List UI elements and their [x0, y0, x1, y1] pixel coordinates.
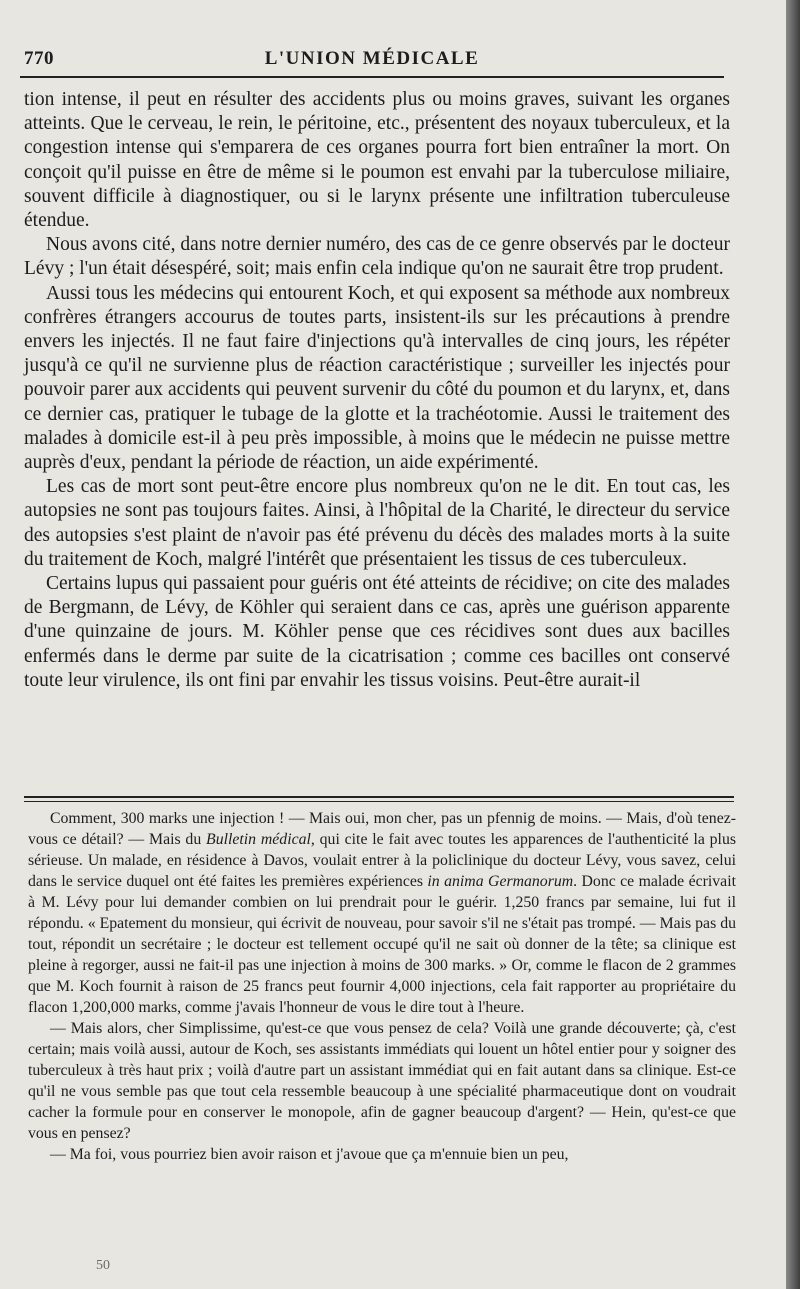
article-paragraph: Les cas de mort sont peut-être encore plus nombreux qu'on ne le dit. En tout cas, les autopsies ne sont pas toujours faites. Ainsi, à l'hôpital de la Charité, le directeur du service des autopsies s'est plaint de n'avoir pas été prévenu du décès des malades morts à la suite du traitement de Koch, malgré l'intérêt que présentaient les tissus de ces tuberculeux.	[24, 476, 730, 570]
footer-mark: 50	[96, 1258, 110, 1273]
feuilleton-separator	[24, 796, 734, 802]
feuilleton-paragraph: — Ma foi, vous pourriez bien avoir raison et j'avoue que ça m'ennuie bien un peu,	[50, 1146, 569, 1163]
article-paragraph: Aussi tous les médecins qui entourent Koch, et qui exposent sa méthode aux nombreux confrères étrangers accourus de toutes parts, insistent-ils sur les précautions à prendre envers les injectés. Il ne faut faire d'injections qu'à intervalles de cinq jours, les répéter jusqu'à ce qu'il ne survienne plus de réaction caractéristique ; surveiller les injectés pour pouvoir parer aux accidents qui peuvent survenir du côté du poumon et du larynx, et, dans ce dernier cas, pratiquer le tubage de la glotte et la trachéotomie. Aussi le traitement des malades à domicile est-il à peu près impossible, à moins que le médecin ne puisse mettre auprès d'eux, pendant la période de réaction, un aide expérimenté.	[24, 282, 730, 474]
main-article-text	[24, 88, 730, 693]
article-paragraph: Certains lupus qui passaient pour guéris ont été atteints de récidive; on cite des malades de Bergmann, de Lévy, de Köhler qui seraient dans ce cas, après une guérison apparente d'une quinzaine de jours. M. Köhler pense que ces récidives sont dues aux bacilles enfermés dans le derme par suite de la cicatrisation ; comme ces bacilles ont conservé toute leur virulence, ils ont fini par envahir les tissus voisins. Peut-être aurait-il	[24, 573, 730, 691]
page-number: 770	[24, 48, 54, 69]
feuilleton-paragraph	[28, 808, 736, 1018]
feuilleton-text-run: , qui cite le fait avec toutes les apparences de l'authenticité la plus sérieuse. Un malade, en résidence à Davos, voulait entrer à la policlinique du docteur Lévy, vous savez, celui dans le service duquel ont été faites les premières expériences	[28, 831, 736, 890]
header-rule	[20, 76, 724, 78]
feuilleton-text-run: . Donc ce malade écrivait à M. Lévy pour lui demander combien on lui prendrait pour le guérir. 1,250 francs par semaine, lui fut il répondu. « Epatement du monsieur, qui écrivit de nouveau, pour savoir s'il ne s'était pas trompé. — Mais pas du tout, répondit un secrétaire ; le docteur est tellement occupé qu'il ne sait où donner de la tête; sa clinique est pleine à regorger, aussi ne fait-il pas une injection à moins de 300 marks. » Or, comme le flacon de 2 grammes que M. Koch fournit à raison de 25 francs peut fournir 4,000 injections, cela fait rapporter au propriétaire du flacon 1,200,000 marks, comme j'avais l'honneur de vous le dire tout à l'heure.	[28, 873, 736, 1016]
latin-phrase: in anima Germanorum	[427, 873, 574, 890]
publication-title: Bulletin médical	[206, 831, 311, 848]
page-header	[20, 44, 724, 74]
running-title: L'UNION MÉDICALE	[264, 48, 480, 69]
page-edge-shadow	[786, 0, 800, 1289]
feuilleton-text	[28, 808, 736, 1165]
feuilleton-paragraph: — Mais alors, cher Simplissime, qu'est-ce que vous pensez de cela? Voilà une grande découverte; çà, c'est certain; mais voilà aussi, autour de Koch, ses assistants immédiats qui louent un hôtel entier pour y soigner des tuberculeux à très haut prix ; voilà d'autre part un assistant immédiat qui en fait autant dans sa clinique. Est-ce qu'il ne vous semble pas que tout cela ressemble beaucoup à une spécialité pharmaceutique dont on voudrait cacher la formule pour en conserver le monopole, afin de gagner beaucoup d'argent? — Hein, qu'est-ce que vous en pensez?	[28, 1020, 736, 1142]
feuilleton-text-run: Comment, 300 marks une injection ! — Mais oui, mon cher, pas un pfennig de moins. — Mais, d'où tenez-vous ce détail? — Mais du	[28, 810, 736, 848]
article-paragraph: Nous avons cité, dans notre dernier numéro, des cas de ce genre observés par le docteur Lévy ; l'un était désespéré, soit; mais enfin cela indique qu'on ne saurait être trop prudent.	[24, 234, 730, 280]
article-paragraph: tion intense, il peut en résulter des accidents plus ou moins graves, suivant les organes atteints. Que le cerveau, le rein, le péritoine, etc., présentent des noyaux tuberculeux, et la congestion intense qui s'emparera de ces organes pourra fort bien entraîner la mort. On conçoit qu'il puisse en être de même si le poumon est envahi par la tuberculose miliaire, souvent difficile à diagnostiquer, ou si le larynx présente une infiltration tuberculeuse étendue.	[24, 89, 730, 232]
